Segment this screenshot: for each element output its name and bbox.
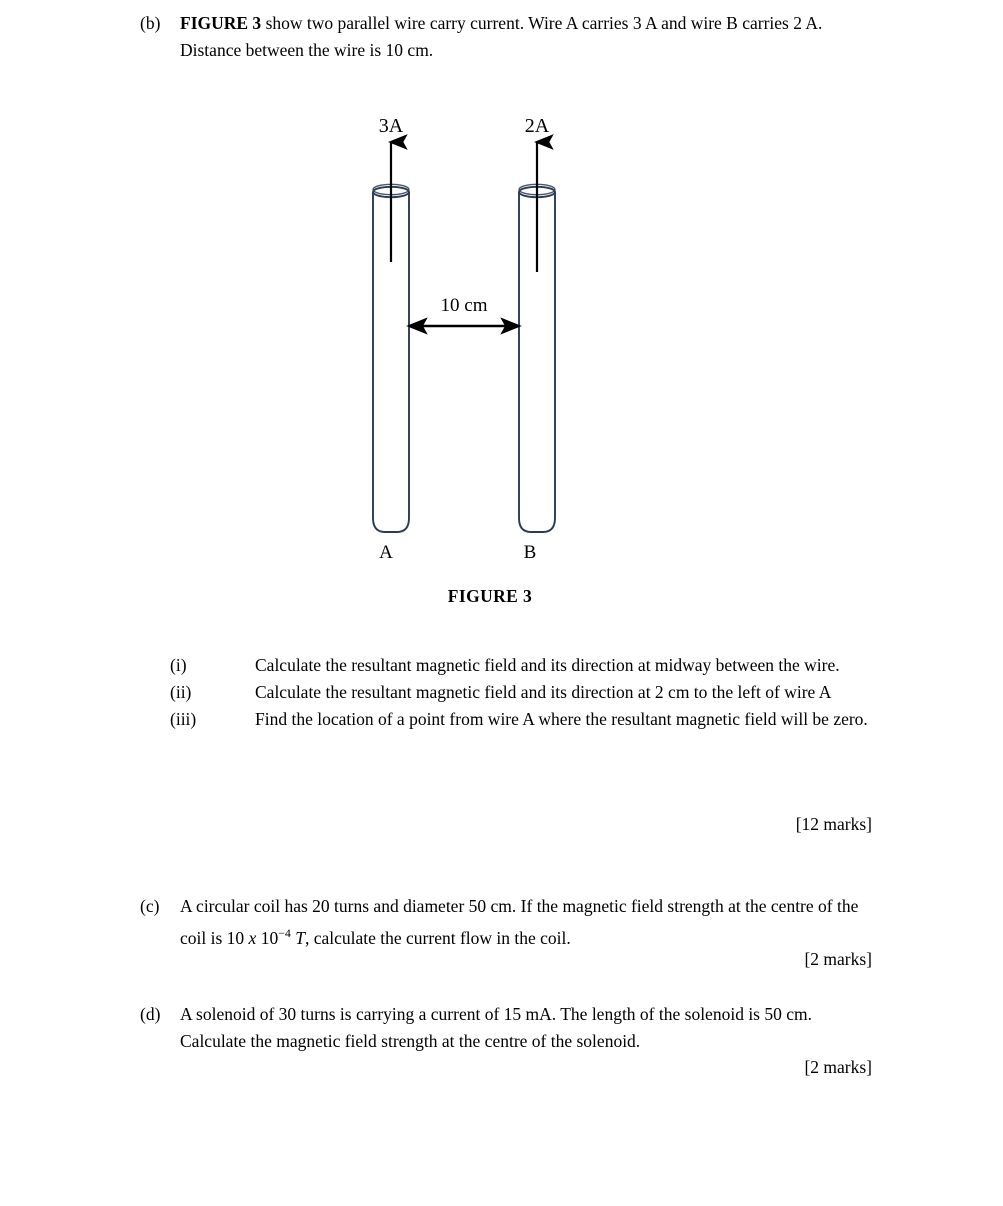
part-c-math-times: x <box>248 927 257 948</box>
marks-part-c: [2 marks] <box>804 949 872 969</box>
question-part-d <box>140 1001 880 1055</box>
wire-a-current-label: 3A <box>378 115 404 137</box>
figure-3-illustration <box>330 100 650 620</box>
part-d-label: (d) <box>140 1004 161 1024</box>
sub-question-iii-numeral: (iii) <box>170 709 197 729</box>
sub-question-i-numeral: (i) <box>170 655 187 675</box>
marks-part-b: [12 marks] <box>795 814 872 834</box>
part-c-math-exponent: −4 <box>278 926 291 940</box>
part-d-text: A solenoid of 30 turns is carrying a current of 15 mA. The length of the solenoid is 50 cm. Calculate the magnetic field strength at the centre of the solenoid. <box>180 1004 812 1051</box>
question-part-b <box>140 10 880 64</box>
wire-a-name-label: A <box>379 542 393 563</box>
separation-label: 10 cm <box>440 295 488 316</box>
sub-question-i-text: Calculate the resultant magnetic field and its direction at midway between the wire. <box>255 655 840 675</box>
part-c-math-base: 10 <box>260 927 279 948</box>
part-b-body <box>180 10 880 64</box>
sub-question-iii-text: Find the location of a point from wire A where the resultant magnetic field will be zero. <box>255 709 868 729</box>
sub-question-list <box>170 652 880 733</box>
part-c-math-value: 10 <box>226 927 245 948</box>
sub-question-i <box>170 652 880 679</box>
part-b-label: (b) <box>140 13 161 33</box>
sub-question-ii <box>170 679 880 706</box>
question-part-c <box>140 893 880 952</box>
part-c-math-unit: T <box>295 927 305 948</box>
marks-part-d: [2 marks] <box>804 1057 872 1077</box>
figure-3-caption: FIGURE 3 <box>447 586 533 606</box>
sub-question-iii <box>170 706 880 733</box>
part-c-label: (c) <box>140 896 160 916</box>
wire-b-current-label: 2A <box>524 115 550 137</box>
wire-b-name-label: B <box>523 542 537 563</box>
part-c-text-1: A circular coil has 20 turns and diameter 50 cm. If the magnetic field strength at the centre of the coil is <box>180 896 859 948</box>
part-c-text-2: , calculate the current flow in the coil. <box>304 927 571 948</box>
sub-question-ii-text: Calculate the resultant magnetic field and its direction at 2 cm to the left of wire A <box>255 682 832 702</box>
part-b-text: show two parallel wire carry current. Wire A carries 3 A and wire B carries 2 A. Distance between the wire is 10 cm. <box>180 13 823 60</box>
sub-question-ii-numeral: (ii) <box>170 682 192 702</box>
part-c-body <box>180 893 880 952</box>
figure-reference-bold: FIGURE 3 <box>180 13 262 33</box>
